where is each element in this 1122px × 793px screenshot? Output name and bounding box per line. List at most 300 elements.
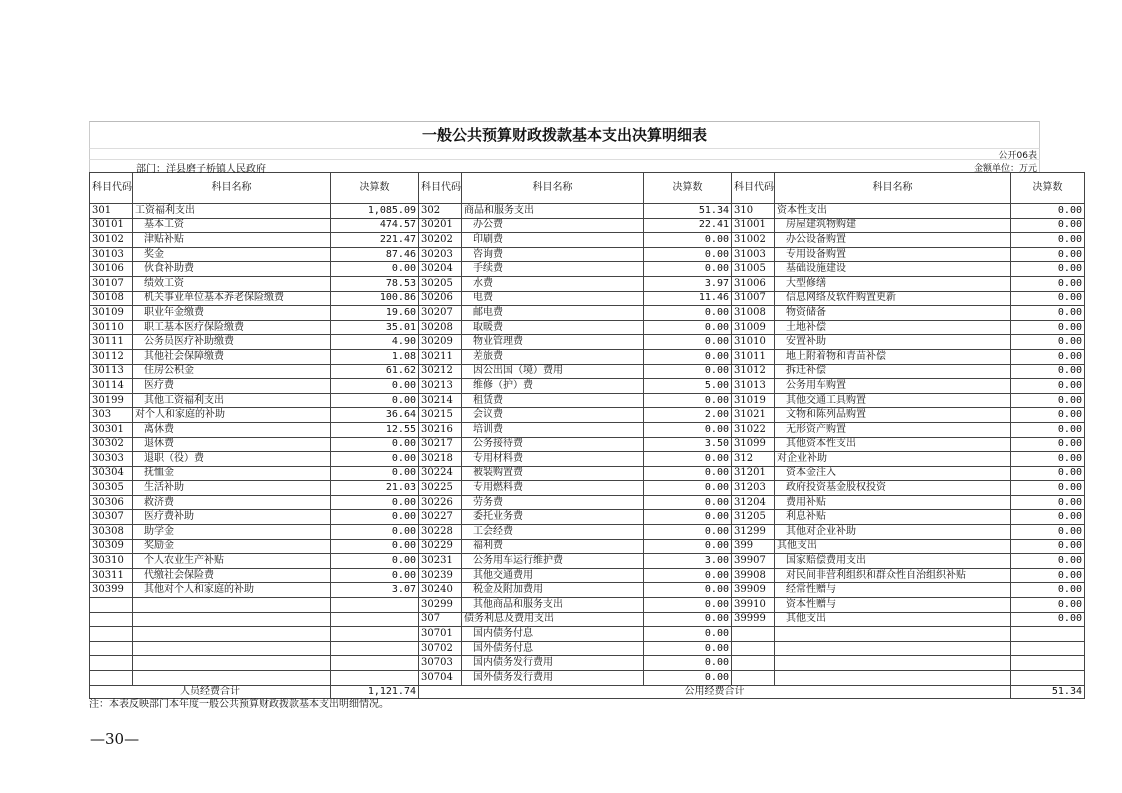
table-row	[90, 539, 1085, 554]
amount-value	[331, 656, 419, 671]
subject-code: 302	[419, 204, 462, 219]
amount-value: 0.00	[644, 466, 732, 481]
subject-code: 30216	[419, 422, 462, 437]
amount-value	[1011, 671, 1085, 686]
amount-value: 0.00	[644, 247, 732, 262]
subject-name: 安置补助	[775, 335, 1011, 350]
amount-value: 0.00	[644, 612, 732, 627]
subject-name: 国内债务发行费用	[462, 656, 644, 671]
subject-name: 维修（护）费	[462, 379, 644, 394]
subject-code: 30110	[90, 320, 133, 335]
subject-name: 专用材料费	[462, 452, 644, 467]
subject-code: 31006	[732, 276, 775, 291]
table-row	[90, 627, 1085, 642]
amount-value: 0.00	[1011, 525, 1085, 540]
subject-name: 资本性支出	[775, 204, 1011, 219]
table-row	[90, 525, 1085, 540]
subject-code: 30304	[90, 466, 133, 481]
table-row	[90, 262, 1085, 277]
personnel-total-label: 人员经费合计	[90, 685, 331, 698]
subject-name: 债务利息及费用支出	[462, 612, 644, 627]
amount-value: 3.00	[644, 554, 732, 569]
subject-code: 30212	[419, 364, 462, 379]
subject-code: 30308	[90, 525, 133, 540]
amount-value: 0.00	[644, 262, 732, 277]
amount-value: 0.00	[1011, 393, 1085, 408]
subject-code: 301	[90, 204, 133, 219]
subject-name: 医疗费	[133, 379, 331, 394]
subject-name: 专用燃料费	[462, 481, 644, 496]
amount-value: 100.86	[331, 291, 419, 306]
amount-value: 0.00	[1011, 306, 1085, 321]
subject-code: 310	[732, 204, 775, 219]
subject-name	[133, 627, 331, 642]
subject-name	[775, 656, 1011, 671]
subject-name: 房屋建筑物购建	[775, 218, 1011, 233]
amount-value: 2.00	[644, 408, 732, 423]
subject-code: 30207	[419, 306, 462, 321]
amount-value: 0.00	[331, 437, 419, 452]
subject-code: 30215	[419, 408, 462, 423]
subject-name: 物业管理费	[462, 335, 644, 350]
subject-code	[90, 598, 133, 613]
amount-value: 0.00	[1011, 335, 1085, 350]
amount-value: 0.00	[1011, 539, 1085, 554]
subject-name: 其他支出	[775, 612, 1011, 627]
subject-code: 39999	[732, 612, 775, 627]
public-total-value: 51.34	[1011, 685, 1085, 698]
subject-code: 39908	[732, 568, 775, 583]
subject-name: 土地补偿	[775, 320, 1011, 335]
subject-name: 对企业补助	[775, 452, 1011, 467]
subject-name: 地上附着物和青苗补偿	[775, 349, 1011, 364]
subject-code: 30228	[419, 525, 462, 540]
subject-name: 住房公积金	[133, 364, 331, 379]
table-row	[90, 641, 1085, 656]
department-label: 部门：洋县磨子桥镇人民政府	[136, 164, 266, 175]
amount-value: 0.00	[1011, 422, 1085, 437]
subject-code	[90, 641, 133, 656]
amount-value: 221.47	[331, 233, 419, 248]
meta-row-department	[89, 159, 1040, 175]
table-row	[90, 510, 1085, 525]
subject-name: 公务用车购置	[775, 379, 1011, 394]
table-row	[90, 349, 1085, 364]
subject-code: 31205	[732, 510, 775, 525]
subject-name: 委托业务费	[462, 510, 644, 525]
subject-name: 公务接待费	[462, 437, 644, 452]
subject-code: 30226	[419, 495, 462, 510]
subject-code: 30208	[419, 320, 462, 335]
page-number: —30—	[90, 730, 140, 748]
amount-value: 0.00	[331, 510, 419, 525]
table-row	[90, 452, 1085, 467]
subject-name: 国外债务付息	[462, 641, 644, 656]
table-row	[90, 218, 1085, 233]
amount-value: 0.00	[644, 641, 732, 656]
amount-value: 22.41	[644, 218, 732, 233]
amount-value: 0.00	[644, 583, 732, 598]
footnote: 注：本表反映部门本年度一般公共预算财政拨款基本支出明细情况。	[89, 699, 389, 710]
amount-value: 0.00	[1011, 320, 1085, 335]
subject-code: 31003	[732, 247, 775, 262]
subject-name: 对民间非营利组织和群众性自治组织补贴	[775, 568, 1011, 583]
amount-value: 1.08	[331, 349, 419, 364]
subject-name: 其他对企业补助	[775, 525, 1011, 540]
table-row	[90, 495, 1085, 510]
subject-name: 退职（役）费	[133, 452, 331, 467]
amount-value: 0.00	[1011, 612, 1085, 627]
subject-name: 抚恤金	[133, 466, 331, 481]
subject-name: 水费	[462, 276, 644, 291]
amount-value: 12.55	[331, 422, 419, 437]
subject-code: 30103	[90, 247, 133, 262]
report-sheet	[89, 121, 1082, 699]
table-row	[90, 554, 1085, 569]
header-amount: 决算数	[644, 173, 732, 204]
subject-code: 30239	[419, 568, 462, 583]
subject-name: 福利费	[462, 539, 644, 554]
subject-name: 印刷费	[462, 233, 644, 248]
amount-value: 0.00	[644, 364, 732, 379]
amount-value: 0.00	[1011, 568, 1085, 583]
amount-value: 36.64	[331, 408, 419, 423]
subject-code: 303	[90, 408, 133, 423]
subject-code: 30209	[419, 335, 462, 350]
subject-code: 30202	[419, 233, 462, 248]
subject-name	[775, 671, 1011, 686]
subject-name: 取暖费	[462, 320, 644, 335]
table-row	[90, 583, 1085, 598]
amount-value: 0.00	[331, 554, 419, 569]
subject-code	[90, 612, 133, 627]
subject-code	[90, 627, 133, 642]
amount-value: 3.07	[331, 583, 419, 598]
header-amount: 决算数	[1011, 173, 1085, 204]
subject-name: 机关事业单位基本养老保险缴费	[133, 291, 331, 306]
table-row	[90, 364, 1085, 379]
subject-code: 30114	[90, 379, 133, 394]
subject-code: 30106	[90, 262, 133, 277]
table-row	[90, 306, 1085, 321]
subject-name	[133, 641, 331, 656]
subject-code: 30204	[419, 262, 462, 277]
subject-code: 30310	[90, 554, 133, 569]
amount-value: 0.00	[644, 320, 732, 335]
subject-name	[133, 598, 331, 613]
amount-value: 0.00	[1011, 466, 1085, 481]
subject-code: 39909	[732, 583, 775, 598]
subject-code: 31022	[732, 422, 775, 437]
subject-code: 31299	[732, 525, 775, 540]
amount-value: 0.00	[1011, 204, 1085, 219]
subject-name: 培训费	[462, 422, 644, 437]
table-row	[90, 247, 1085, 262]
subject-name: 其他交通费用	[462, 568, 644, 583]
amount-value: 0.00	[1011, 481, 1085, 496]
table-row	[90, 466, 1085, 481]
subject-name: 其他支出	[775, 539, 1011, 554]
subject-name: 绩效工资	[133, 276, 331, 291]
subject-name: 奖励金	[133, 539, 331, 554]
subject-code: 30303	[90, 452, 133, 467]
table-row	[90, 276, 1085, 291]
subject-name: 拆迁补偿	[775, 364, 1011, 379]
table-row	[90, 437, 1085, 452]
subject-code: 39907	[732, 554, 775, 569]
amount-value: 0.00	[1011, 554, 1085, 569]
amount-value	[331, 627, 419, 642]
subject-code: 31019	[732, 393, 775, 408]
amount-value: 0.00	[1011, 583, 1085, 598]
subject-name: 邮电费	[462, 306, 644, 321]
subject-name: 其他资本性支出	[775, 437, 1011, 452]
subject-code: 30701	[419, 627, 462, 642]
subject-name: 会议费	[462, 408, 644, 423]
subject-code: 30399	[90, 583, 133, 598]
subject-name: 物资储备	[775, 306, 1011, 321]
subject-code: 31203	[732, 481, 775, 496]
subject-name	[133, 612, 331, 627]
amount-value: 3.97	[644, 276, 732, 291]
expenditure-table	[89, 172, 1085, 699]
header-code: 科目代码	[732, 173, 775, 204]
subject-name: 政府投资基金股权投资	[775, 481, 1011, 496]
meta-row-table-no	[89, 148, 1040, 159]
subject-code: 30214	[419, 393, 462, 408]
subject-name: 生活补助	[133, 481, 331, 496]
subject-name: 办公费	[462, 218, 644, 233]
subject-name: 医疗费补助	[133, 510, 331, 525]
amount-value: 0.00	[644, 422, 732, 437]
subject-code: 30225	[419, 481, 462, 496]
subject-code: 30203	[419, 247, 462, 262]
subject-name: 经常性赠与	[775, 583, 1011, 598]
amount-value: 0.00	[1011, 218, 1085, 233]
table-row	[90, 379, 1085, 394]
header-code: 科目代码	[419, 173, 462, 204]
subject-code: 30302	[90, 437, 133, 452]
subject-name: 工会经费	[462, 525, 644, 540]
subject-code: 31013	[732, 379, 775, 394]
amount-value: 0.00	[331, 525, 419, 540]
subject-name: 助学金	[133, 525, 331, 540]
table-row	[90, 568, 1085, 583]
subject-name: 基本工资	[133, 218, 331, 233]
amount-value: 0.00	[331, 568, 419, 583]
subject-name: 租赁费	[462, 393, 644, 408]
subject-name: 差旅费	[462, 349, 644, 364]
subject-code: 39910	[732, 598, 775, 613]
subject-name: 工资福利支出	[133, 204, 331, 219]
subject-name: 代缴社会保险费	[133, 568, 331, 583]
amount-value: 0.00	[644, 525, 732, 540]
header-name: 科目名称	[133, 173, 331, 204]
subject-name: 费用补贴	[775, 495, 1011, 510]
subject-code: 30231	[419, 554, 462, 569]
subject-name: 咨询费	[462, 247, 644, 262]
amount-value: 0.00	[1011, 598, 1085, 613]
amount-value: 0.00	[644, 627, 732, 642]
amount-value: 0.00	[1011, 510, 1085, 525]
subject-code	[732, 656, 775, 671]
table-row	[90, 422, 1085, 437]
subject-code: 30101	[90, 218, 133, 233]
subject-code: 30227	[419, 510, 462, 525]
subject-code: 30240	[419, 583, 462, 598]
subject-name: 其他交通工具购置	[775, 393, 1011, 408]
amount-value: 0.00	[331, 466, 419, 481]
public-total-label: 公用经费合计	[419, 685, 1011, 698]
subject-code: 30218	[419, 452, 462, 467]
header-amount: 决算数	[331, 173, 419, 204]
subject-code: 31011	[732, 349, 775, 364]
table-row	[90, 656, 1085, 671]
subject-name: 因公出国（境）费用	[462, 364, 644, 379]
subject-name: 退休费	[133, 437, 331, 452]
subject-name: 奖金	[133, 247, 331, 262]
amount-value: 61.62	[331, 364, 419, 379]
subject-code: 30112	[90, 349, 133, 364]
subject-code: 30113	[90, 364, 133, 379]
table-row	[90, 204, 1085, 219]
subject-code: 30201	[419, 218, 462, 233]
subject-name: 被装购置费	[462, 466, 644, 481]
subject-code: 31005	[732, 262, 775, 277]
amount-unit: 金额单位：万元	[973, 164, 1037, 174]
amount-value: 0.00	[331, 539, 419, 554]
amount-value: 0.00	[1011, 233, 1085, 248]
subject-code: 31007	[732, 291, 775, 306]
amount-value: 0.00	[1011, 408, 1085, 423]
subject-code: 30224	[419, 466, 462, 481]
amount-value: 0.00	[1011, 495, 1085, 510]
amount-value: 0.00	[644, 510, 732, 525]
subject-name	[775, 627, 1011, 642]
amount-value: 0.00	[644, 452, 732, 467]
subject-name: 信息网络及软件购置更新	[775, 291, 1011, 306]
subject-name: 商品和服务支出	[462, 204, 644, 219]
table-row	[90, 335, 1085, 350]
subject-name: 资本性赠与	[775, 598, 1011, 613]
amount-value: 0.00	[644, 539, 732, 554]
table-header-row	[90, 173, 1085, 204]
amount-value	[331, 598, 419, 613]
subject-name: 其他工资福利支出	[133, 393, 331, 408]
subject-code: 31001	[732, 218, 775, 233]
amount-value: 0.00	[644, 233, 732, 248]
amount-value: 0.00	[644, 671, 732, 686]
amount-value: 0.00	[1011, 276, 1085, 291]
subject-name: 专用设备购置	[775, 247, 1011, 262]
subject-code: 30311	[90, 568, 133, 583]
amount-value: 3.50	[644, 437, 732, 452]
subject-code: 312	[732, 452, 775, 467]
subject-name: 无形资产购置	[775, 422, 1011, 437]
amount-value: 0.00	[1011, 247, 1085, 262]
subject-code: 30107	[90, 276, 133, 291]
subject-code: 30213	[419, 379, 462, 394]
table-row	[90, 671, 1085, 686]
table-row	[90, 598, 1085, 613]
header-name: 科目名称	[775, 173, 1011, 204]
subject-name: 办公设备购置	[775, 233, 1011, 248]
subject-code: 30229	[419, 539, 462, 554]
report-title: 一般公共预算财政拨款基本支出决算明细表	[89, 121, 1040, 148]
subject-name	[133, 671, 331, 686]
subject-name	[775, 641, 1011, 656]
amount-value: 0.00	[644, 495, 732, 510]
subject-code: 31008	[732, 306, 775, 321]
amount-value	[331, 612, 419, 627]
subject-code: 31021	[732, 408, 775, 423]
table-row	[90, 481, 1085, 496]
amount-value: 11.46	[644, 291, 732, 306]
amount-value: 0.00	[331, 452, 419, 467]
subject-code: 31204	[732, 495, 775, 510]
amount-value: 0.00	[644, 656, 732, 671]
subject-code: 30205	[419, 276, 462, 291]
amount-value: 35.01	[331, 320, 419, 335]
amount-value: 0.00	[1011, 437, 1085, 452]
amount-value: 474.57	[331, 218, 419, 233]
subject-name: 对个人和家庭的补助	[133, 408, 331, 423]
subject-code: 30109	[90, 306, 133, 321]
subject-name: 个人农业生产补贴	[133, 554, 331, 569]
subject-code: 31010	[732, 335, 775, 350]
subject-code: 30217	[419, 437, 462, 452]
header-code: 科目代码	[90, 173, 133, 204]
subject-name: 利息补贴	[775, 510, 1011, 525]
amount-value: 0.00	[644, 481, 732, 496]
table-number: 公开06表	[998, 151, 1037, 161]
table-body	[90, 204, 1085, 686]
subject-name: 国家赔偿费用支出	[775, 554, 1011, 569]
amount-value: 0.00	[644, 393, 732, 408]
amount-value: 0.00	[1011, 379, 1085, 394]
subject-name: 劳务费	[462, 495, 644, 510]
amount-value: 0.00	[331, 495, 419, 510]
subject-code: 399	[732, 539, 775, 554]
table-row	[90, 320, 1085, 335]
subject-name: 手续费	[462, 262, 644, 277]
subject-code: 30306	[90, 495, 133, 510]
amount-value	[1011, 627, 1085, 642]
amount-value: 0.00	[644, 306, 732, 321]
table-row	[90, 393, 1085, 408]
subject-code	[732, 671, 775, 686]
amount-value: 1,085.09	[331, 204, 419, 219]
subject-name: 税金及附加费用	[462, 583, 644, 598]
amount-value: 0.00	[1011, 452, 1085, 467]
subject-code	[90, 671, 133, 686]
subject-name: 救济费	[133, 495, 331, 510]
amount-value: 0.00	[1011, 262, 1085, 277]
subject-name: 职工基本医疗保险缴费	[133, 320, 331, 335]
table-row	[90, 233, 1085, 248]
subject-name: 离休费	[133, 422, 331, 437]
amount-value	[331, 641, 419, 656]
subject-code: 31201	[732, 466, 775, 481]
amount-value: 21.03	[331, 481, 419, 496]
subject-name: 津贴补贴	[133, 233, 331, 248]
subject-code	[90, 656, 133, 671]
subject-code: 30301	[90, 422, 133, 437]
header-name: 科目名称	[462, 173, 644, 204]
subject-name: 伙食补助费	[133, 262, 331, 277]
subject-code: 30702	[419, 641, 462, 656]
subject-name: 其他对个人和家庭的补助	[133, 583, 331, 598]
